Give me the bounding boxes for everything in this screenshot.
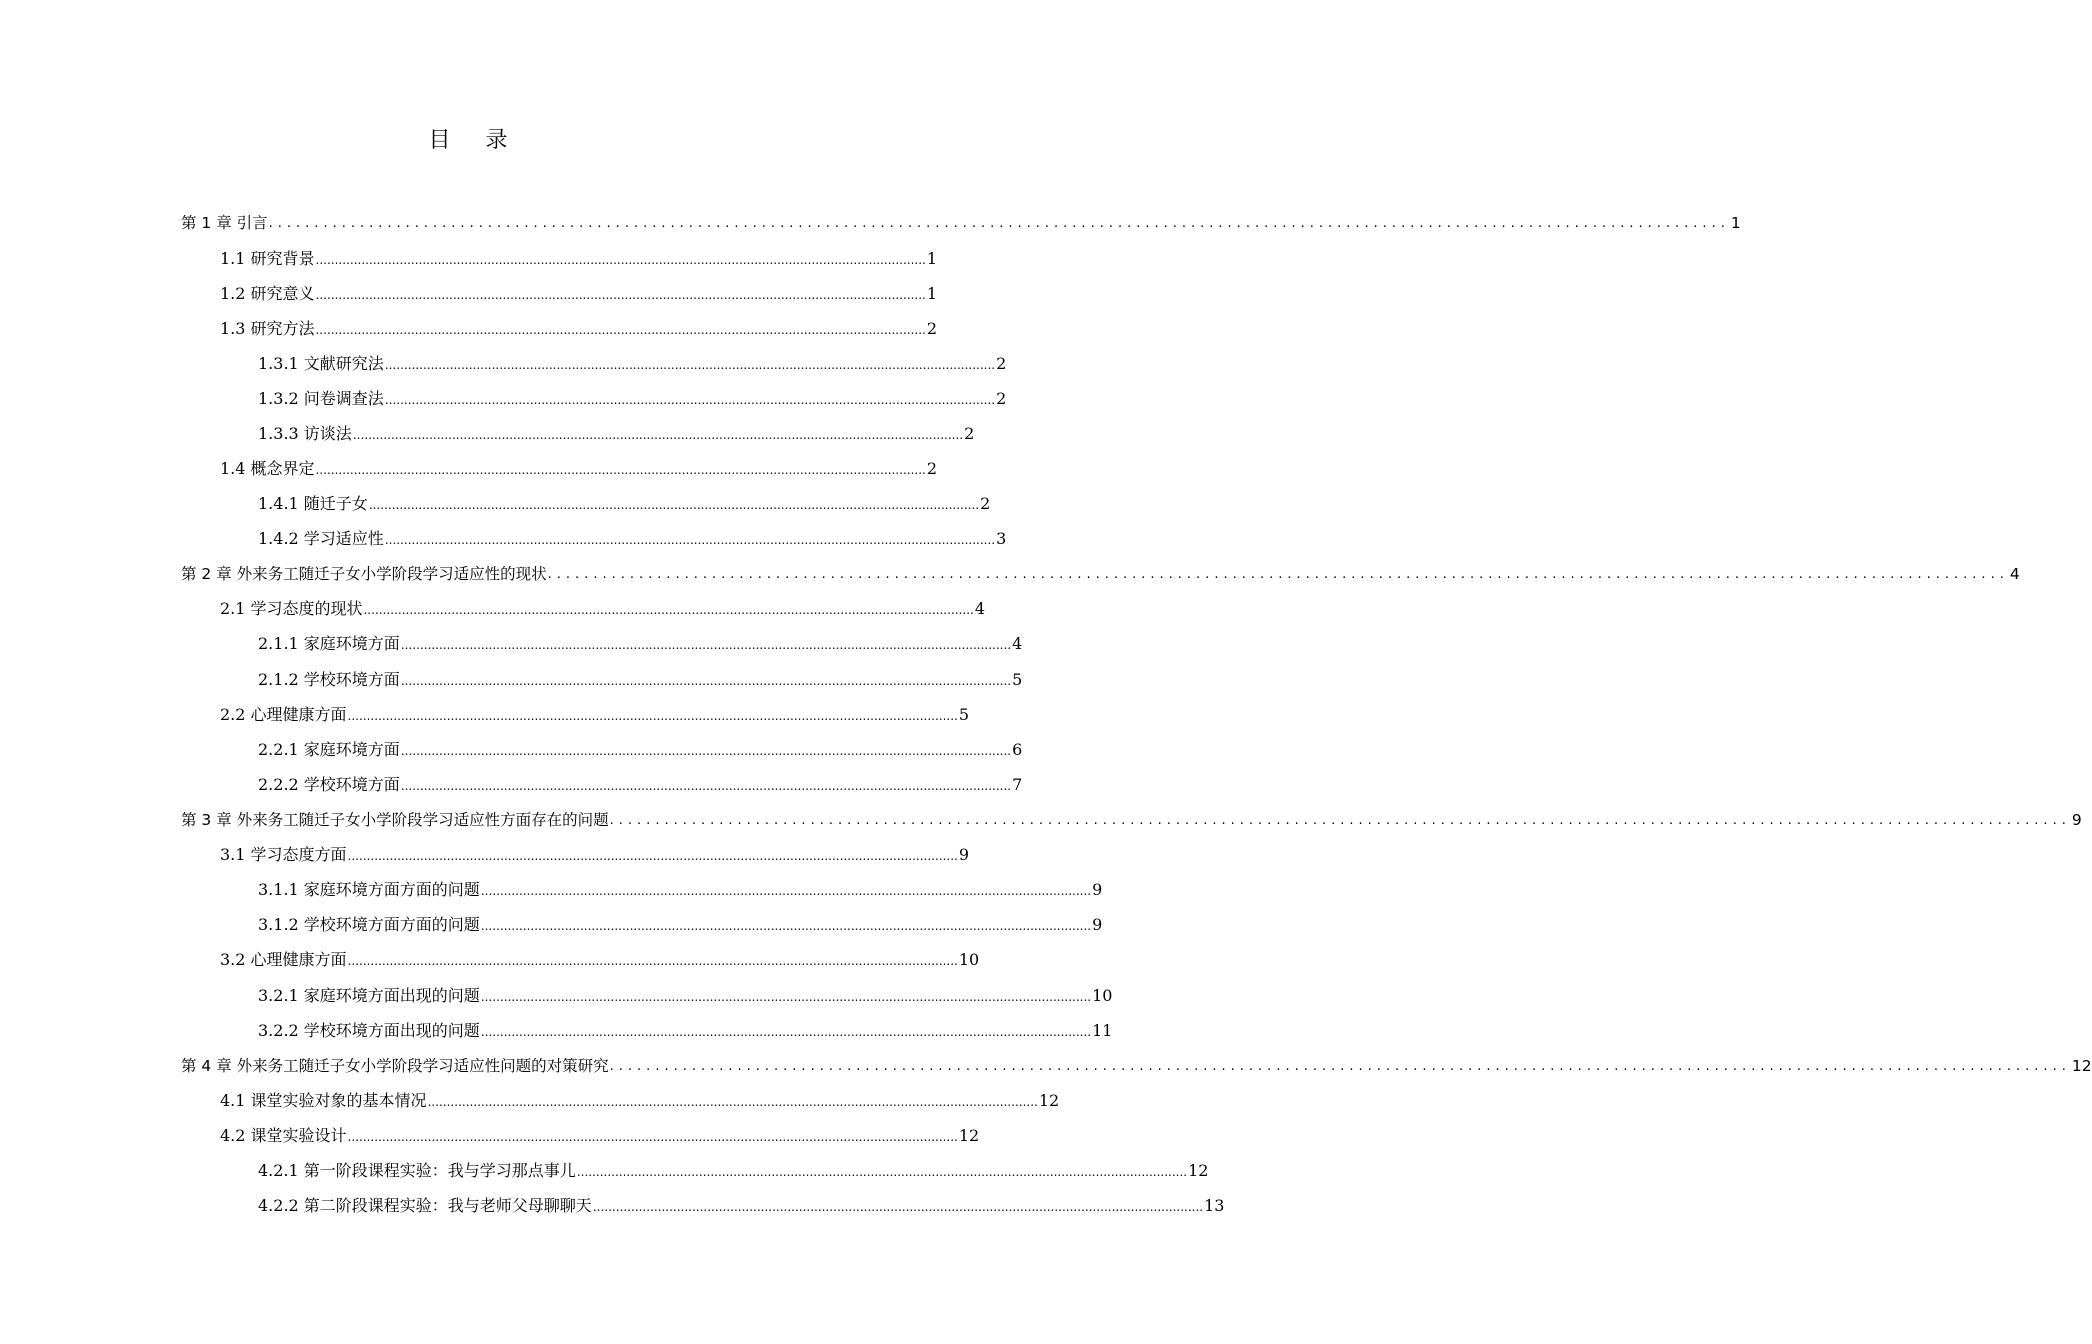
toc-entry-chapter-1[interactable]: [181, 210, 1741, 234]
toc-entry-1-2[interactable]: [220, 281, 938, 305]
toc-entry-label: 第 2 章 外来务工随迁子女小学阶段学习适应性的现状: [181, 565, 547, 583]
toc-entry-label: 2.1.1 家庭环境方面: [258, 634, 400, 653]
toc-entry-label: 3.2 心理健康方面: [220, 950, 347, 969]
toc-entry-page: 9: [958, 845, 970, 864]
toc-entry-page: 12: [2071, 1057, 2092, 1075]
toc-entry-page: 13: [1204, 1196, 1225, 1215]
leader-dots: ................................................................................................................................................................: [347, 1130, 958, 1144]
toc-entry-label: 1.3.2 问卷调查法: [258, 389, 384, 408]
toc-entry-label: 1.3.1 文献研究法: [258, 354, 384, 373]
toc-entry-page: 9: [1092, 915, 1103, 934]
toc-entry-label: 第 1 章 引言: [181, 214, 268, 232]
leader-dots: ................................................................................................................................................................: [347, 849, 958, 863]
leader-dots: ................................................................................................................................................................: [268, 216, 1730, 231]
toc-entry-label: 3.1 学习态度方面: [220, 845, 347, 864]
toc-entry-2-1[interactable]: [220, 596, 986, 620]
leader-dots: ................................................................................................................................................................: [480, 884, 1092, 898]
toc-entry-page: 1: [926, 284, 938, 303]
leader-dots: ................................................................................................................................................................: [384, 393, 996, 407]
toc-entry-2-1-1[interactable]: [258, 631, 1023, 655]
toc-entry-page: 9: [1092, 880, 1103, 899]
toc-entry-page: 2: [926, 319, 938, 338]
toc-entry-page: 4: [1012, 634, 1023, 653]
toc-entry-3-1-2[interactable]: [258, 912, 1103, 936]
toc-entry-label: 1.4.2 学习适应性: [258, 529, 384, 548]
toc-entry-1-4[interactable]: [220, 456, 938, 480]
toc-entry-label: 2.2 心理健康方面: [220, 705, 347, 724]
toc-entry-label: 1.4.1 随迁子女: [258, 494, 368, 513]
leader-dots: ................................................................................................................................................................: [592, 1200, 1204, 1214]
toc-entry-2-2-1[interactable]: [258, 737, 1023, 761]
toc-entry-page: 10: [958, 950, 980, 969]
toc-entry-chapter-3[interactable]: [181, 807, 2082, 831]
toc-entry-page: 12: [1038, 1091, 1060, 1110]
toc-entry-label: 第 3 章 外来务工随迁子女小学阶段学习适应性方面存在的问题: [181, 811, 609, 829]
toc-entry-4-2[interactable]: [220, 1123, 980, 1147]
toc-entry-page: 12: [958, 1126, 980, 1145]
toc-entry-label: 1.4 概念界定: [220, 459, 315, 478]
leader-dots: ................................................................................................................................................................: [384, 533, 996, 547]
toc-title: 目 录: [428, 128, 522, 153]
leader-dots: ................................................................................................................................................................: [363, 603, 974, 617]
toc-entry-label: 4.2 课堂实验设计: [220, 1126, 347, 1145]
toc-entry-label: 3.2.2 学校环境方面出现的问题: [258, 1021, 480, 1040]
toc-entry-4-2-2[interactable]: [258, 1193, 1225, 1217]
toc-entry-3-2-2[interactable]: [258, 1018, 1113, 1042]
toc-entry-1-3-2[interactable]: [258, 386, 1007, 410]
toc-entry-1-3-3[interactable]: [258, 421, 975, 445]
leader-dots: ................................................................................................................................................................: [480, 1025, 1092, 1039]
toc-entry-label: 4.2.1 第一阶段课程实验：我与学习那点事儿: [258, 1161, 576, 1180]
leader-dots: ................................................................................................................................................................: [384, 358, 996, 372]
leader-dots: ................................................................................................................................................................: [352, 428, 964, 442]
toc-entry-label: 第 4 章 外来务工随迁子女小学阶段学习适应性问题的对策研究: [181, 1057, 609, 1075]
toc-entry-label: 3.1.2 学校环境方面方面的问题: [258, 915, 480, 934]
toc-entry-label: 2.1 学习态度的现状: [220, 599, 363, 618]
leader-dots: ................................................................................................................................................................: [400, 674, 1012, 688]
leader-dots: ................................................................................................................................................................: [576, 1165, 1188, 1179]
toc-entry-label: 4.1 课堂实验对象的基本情况: [220, 1091, 427, 1110]
toc-entry-label: 2.2.1 家庭环境方面: [258, 740, 400, 759]
leader-dots: ................................................................................................................................................................: [427, 1095, 1038, 1109]
toc-entry-1-4-2[interactable]: [258, 526, 1007, 550]
toc-entry-3-1[interactable]: [220, 842, 970, 866]
toc-entry-page: 6: [1012, 740, 1023, 759]
leader-dots: ................................................................................................................................................................: [315, 288, 926, 302]
toc-entry-4-2-1[interactable]: [258, 1158, 1209, 1182]
toc-entry-page: 1: [1730, 214, 1741, 232]
leader-dots: ................................................................................................................................................................: [400, 638, 1012, 652]
toc-entry-label: 3.1.1 家庭环境方面方面的问题: [258, 880, 480, 899]
leader-dots: ................................................................................................................................................................: [368, 498, 980, 512]
leader-dots: ................................................................................................................................................................: [400, 744, 1012, 758]
toc-entry-label: 2.1.2 学校环境方面: [258, 670, 400, 689]
toc-entry-page: 1: [926, 249, 938, 268]
leader-dots: ................................................................................................................................................................: [547, 567, 2009, 582]
toc-entry-1-3-1[interactable]: [258, 351, 1007, 375]
toc-entry-page: 12: [1188, 1161, 1209, 1180]
toc-entry-page: 2: [964, 424, 975, 443]
toc-entry-page: 2: [996, 389, 1007, 408]
toc-entry-page: 9: [2071, 811, 2082, 829]
toc-entry-label: 1.2 研究意义: [220, 284, 315, 303]
leader-dots: ................................................................................................................................................................: [315, 323, 926, 337]
leader-dots: ................................................................................................................................................................: [315, 463, 926, 477]
toc-entry-2-1-2[interactable]: [258, 667, 1023, 691]
toc-entry-page: 2: [926, 459, 938, 478]
toc-entry-4-1[interactable]: [220, 1088, 1060, 1112]
toc-entry-page: 2: [996, 354, 1007, 373]
toc-entry-1-3[interactable]: [220, 316, 938, 340]
toc-entry-page: 10: [1092, 986, 1113, 1005]
toc-entry-2-2[interactable]: [220, 702, 970, 726]
toc-entry-label: 2.2.2 学校环境方面: [258, 775, 400, 794]
toc-entry-label: 3.2.1 家庭环境方面出现的问题: [258, 986, 480, 1005]
toc-entry-page: 3: [996, 529, 1007, 548]
leader-dots: ................................................................................................................................................................: [400, 779, 1012, 793]
leader-dots: ................................................................................................................................................................: [315, 253, 926, 267]
leader-dots: ................................................................................................................................................................: [480, 990, 1092, 1004]
toc-entry-page: 5: [1012, 670, 1023, 689]
toc-entry-label: 1.1 研究背景: [220, 249, 315, 268]
toc-entry-label: 1.3 研究方法: [220, 319, 315, 338]
toc-entry-label: 1.3.3 访谈法: [258, 424, 352, 443]
toc-entry-page: 2: [980, 494, 991, 513]
toc-entry-2-2-2[interactable]: [258, 772, 1023, 796]
leader-dots: ................................................................................................................................................................: [609, 813, 2071, 828]
toc-entry-1-4-1[interactable]: [258, 491, 991, 515]
toc-entry-3-1-1[interactable]: [258, 877, 1103, 901]
toc-entry-3-2-1[interactable]: [258, 983, 1113, 1007]
leader-dots: ................................................................................................................................................................: [609, 1059, 2071, 1074]
toc-entry-3-2[interactable]: [220, 947, 980, 971]
toc-entry-page: 4: [2009, 565, 2020, 583]
toc-entry-label: 4.2.2 第二阶段课程实验：我与老师父母聊聊天: [258, 1196, 592, 1215]
toc-entry-page: 5: [958, 705, 970, 724]
toc-entry-chapter-4[interactable]: [181, 1053, 2092, 1077]
toc-entry-page: 7: [1012, 775, 1023, 794]
toc-entry-chapter-2[interactable]: [181, 561, 2020, 585]
toc-entry-1-1[interactable]: [220, 246, 938, 270]
leader-dots: ................................................................................................................................................................: [480, 919, 1092, 933]
toc-entry-page: 4: [974, 599, 986, 618]
toc-entry-page: 11: [1092, 1021, 1113, 1040]
leader-dots: ................................................................................................................................................................: [347, 954, 958, 968]
leader-dots: ................................................................................................................................................................: [347, 709, 958, 723]
